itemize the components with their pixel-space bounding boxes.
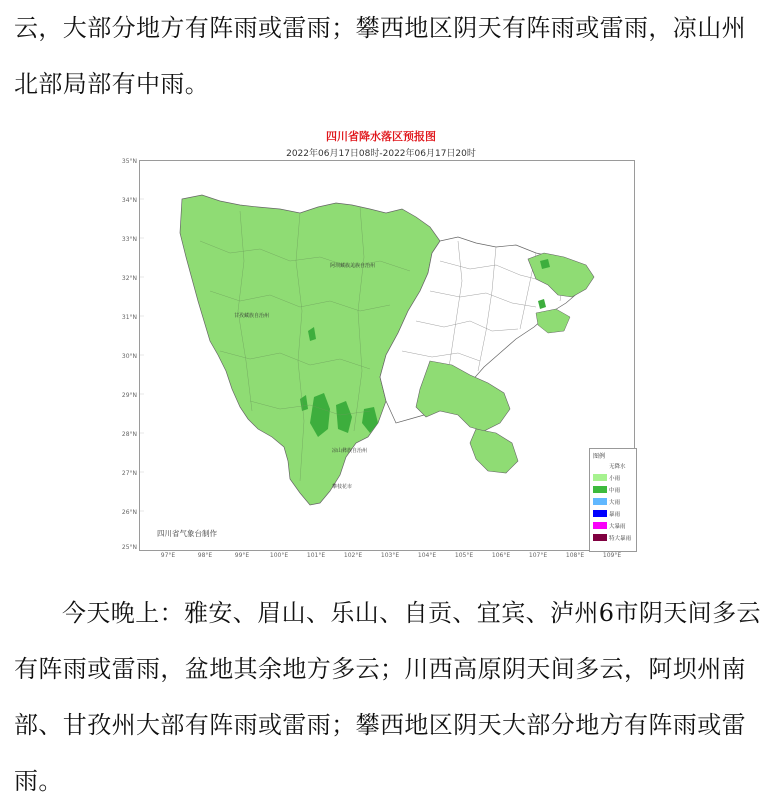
paragraph-top-line1: 云，大部分地方有阵雨或雷雨；攀西地区阴天有阵雨或雷雨，凉山州 [14,14,746,42]
y-tick: 35°N [121,158,137,165]
y-tick: 33°N [121,236,137,243]
x-tick: 105°E [454,552,474,559]
legend-item: 特大暴雨 [593,533,635,542]
legend-item: 中雨 [593,485,635,494]
paragraph-top [14,0,766,112]
paragraph-bottom: 今天晚上：雅安、眉山、乐山、自贡、宜宾、泸州6市阴天间多云有阵雨或雷雨，盆地其余地方多云；川西高原阴天间多云，阿坝州南部、甘孜州大部有阵雨或雷雨；攀西地区阴天大部分地方有阵雨或雷雨。 [14,599,761,795]
x-tick: 104°E [417,552,437,559]
legend-item: 大暴雨 [593,521,635,530]
y-tick: 29°N [121,392,137,399]
sichuan-map [140,161,634,550]
legend-item: 无降水 [593,461,635,470]
x-tick: 108°E [565,552,585,559]
y-tick: 26°N [121,509,137,516]
y-tick: 31°N [121,314,137,321]
south-basin-light-rain [416,361,510,431]
map-subtitle: 2022年06月17日08时-2022年06月17日20时 [286,149,476,159]
y-tick: 30°N [121,353,137,360]
map-maker-credit: 四川省气象台制作 [157,529,217,538]
y-tick: 27°N [121,470,137,477]
x-tick: 99°E [234,552,250,559]
map-title: 四川省降水落区预报图 [326,130,436,143]
y-tick: 25°N [121,544,137,551]
legend-item: 小雨 [593,473,635,482]
label-liangshan: 凉山彝族自治州 [332,448,368,454]
x-tick: 107°E [528,552,548,559]
y-tick: 28°N [121,431,137,438]
label-panzhihua: 攀枝花市 [332,484,353,490]
x-tick: 97°E [160,552,176,559]
x-tick: 102°E [343,552,363,559]
y-tick: 34°N [121,197,137,204]
x-tick: 103°E [380,552,400,559]
map-plot-area [139,160,635,551]
y-tick: 32°N [121,275,137,282]
label-ganzi: 甘孜藏族自治州 [234,313,270,319]
x-tick: 106°E [491,552,511,559]
legend-title: 图例 [593,453,606,460]
paragraph-top-line2: 北部局部有中雨。 [14,70,210,98]
map-legend [589,448,637,552]
legend-item: 大雨 [593,497,635,506]
x-tick: 101°E [306,552,326,559]
x-tick: 109°E [602,552,622,559]
legend-item: 暴雨 [593,509,635,518]
label-aba: 阿坝藏族羌族自治州 [330,263,376,269]
x-tick: 100°E [269,552,289,559]
precipitation-forecast-map [117,124,645,559]
x-tick: 98°E [197,552,213,559]
